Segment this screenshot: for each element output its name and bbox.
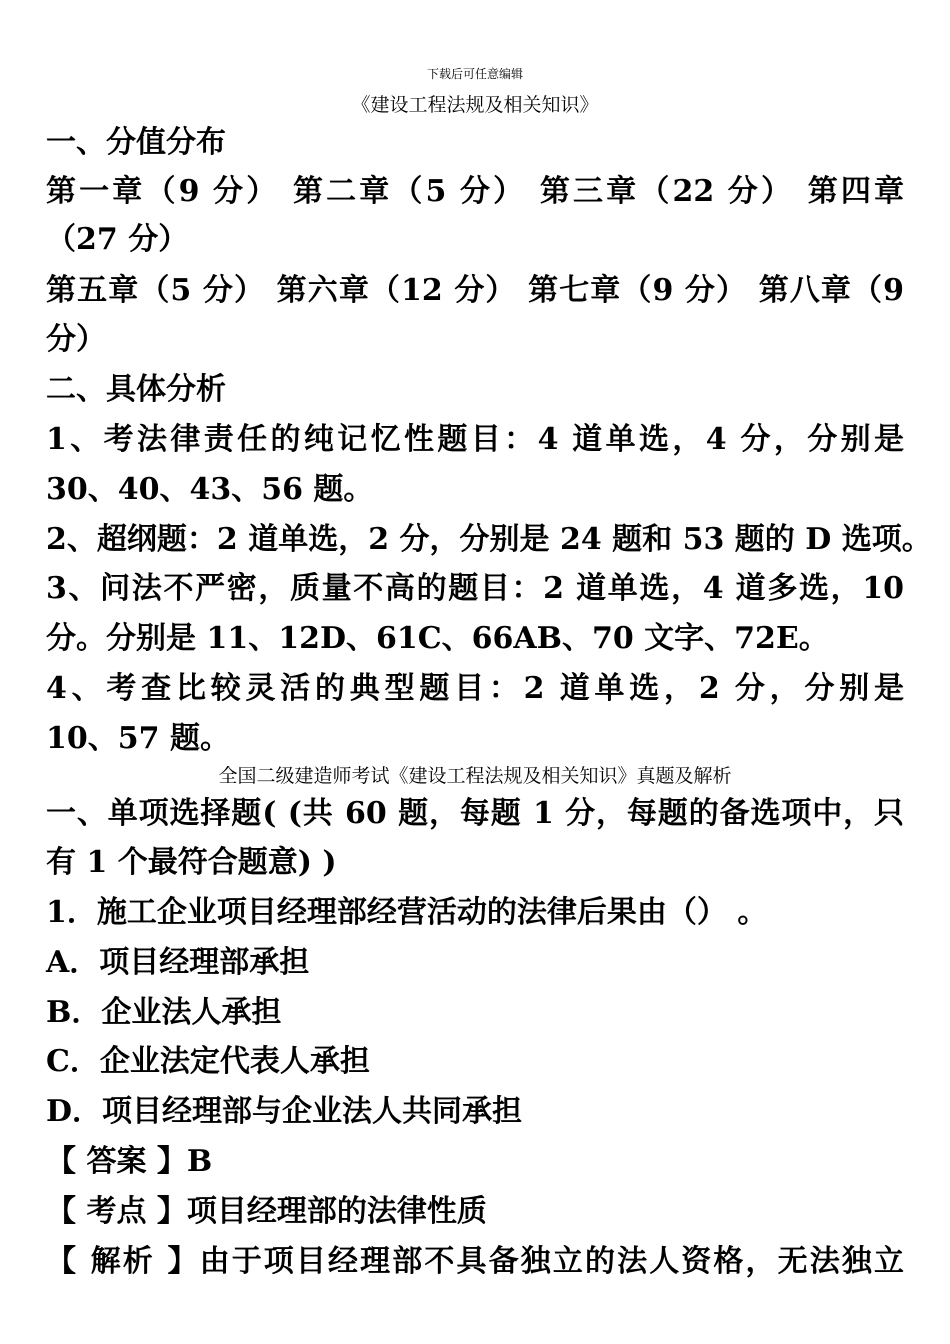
analysis-1-line-a: 1、考法律责任的纯记忆性题目：4 道单选，4 分，分别是: [46, 422, 904, 457]
score-line-1: 第一章（9 分） 第二章（5 分） 第三章（22 分） 第四章: [46, 174, 904, 209]
section2-heading: 二、具体分析: [46, 372, 226, 407]
section1-heading: 一、分值分布: [46, 125, 226, 160]
score-line-2: （27 分）: [46, 222, 189, 257]
document-title: 《建设工程法规及相关知识》: [351, 94, 599, 116]
score-line-3: 第五章（5 分） 第六章（12 分） 第七章（9 分） 第八章（9: [46, 273, 904, 308]
analysis-2: 2、超纲题：2 道单选，2 分，分别是 24 题和 53 题的 D 选项。: [46, 522, 932, 557]
question-1-stem: 1．施工企业项目经理部经营活动的法律后果由（） 。: [46, 895, 768, 930]
exam-title: 全国二级建造师考试《建设工程法规及相关知识》真题及解析: [218, 765, 732, 787]
analysis-4-line-a: 4、考查比较灵活的典型题目：2 道单选，2 分，分别是: [46, 671, 904, 706]
score-line-4: 分）: [46, 322, 106, 357]
question-1-answer: 【 答案 】B: [46, 1144, 213, 1179]
question-1-option-c: C．企业法定代表人承担: [46, 1044, 370, 1079]
analysis-3-line-a: 3、问法不严密，质量不高的题目：2 道单选，4 道多选，10: [46, 571, 904, 606]
question-1-option-d: D．项目经理部与企业法人共同承担: [46, 1094, 523, 1129]
page-header: 下载后可任意编辑: [426, 67, 523, 81]
single-choice-heading-a: 一、单项选择题( (共 60 题，每题 1 分，每题的备选项中，只: [46, 796, 904, 831]
question-1-explanation: 【 解析 】由于项目经理部不具备独立的法人资格，无法独立: [46, 1244, 904, 1279]
analysis-3-line-b: 分。分别是 11、12D、61C、66AB、70 文字、72E。: [46, 621, 829, 656]
analysis-4-line-b: 10、57 题。: [46, 721, 230, 756]
analysis-1-line-b: 30、40、43、56 题。: [46, 472, 374, 507]
question-1-option-a: A．项目经理部承担: [46, 945, 310, 980]
question-1-option-b: B．企业法人承担: [46, 995, 282, 1030]
question-1-point: 【 考点 】项目经理部的法律性质: [46, 1194, 487, 1229]
single-choice-heading-b: 有 1 个最符合题意) ): [46, 845, 337, 880]
